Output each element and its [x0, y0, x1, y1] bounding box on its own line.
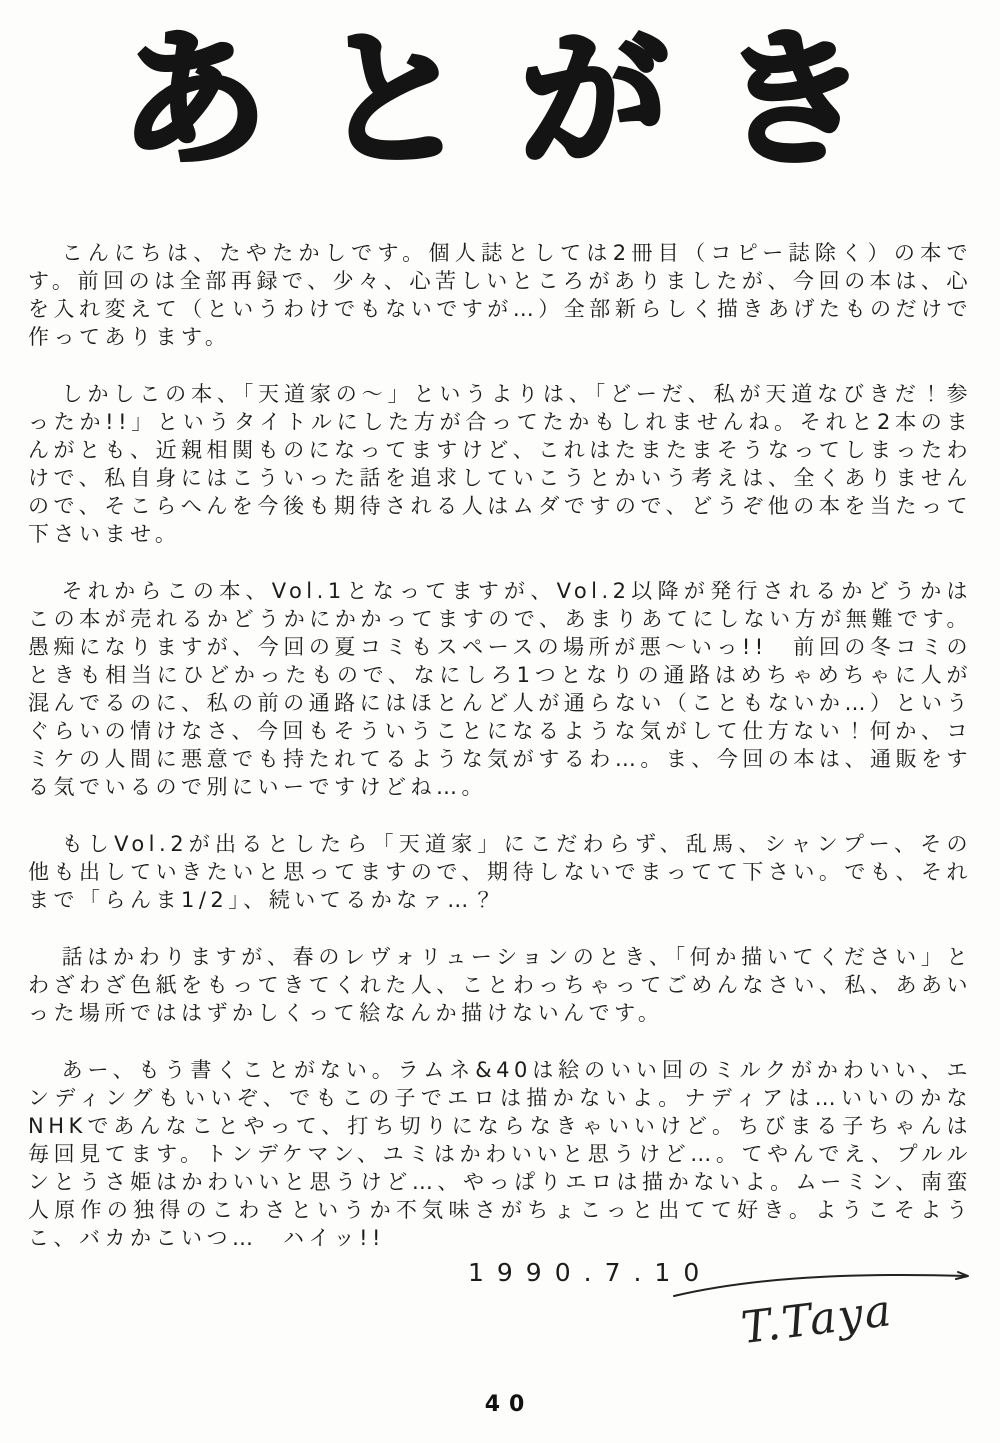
afterword-paragraph-1: こんにちは、たやたかしです。個人誌としては2冊目（コピー誌除く）の本です。前回のは全部再録で、少々、心苦しいところがありましたが、今回の本は、心を入れ変えて（というわけでもないですが…）全部新らしく描きあげたものだけで作ってあります。 [28, 241, 972, 349]
author-signature [672, 1266, 992, 1355]
date-text: 1990.7.10 [468, 1258, 713, 1287]
page-number: 40 [484, 1392, 534, 1417]
afterword-paragraph-2: しかしこの本、「天道家の〜」というよりは、「どーだ、私が天道なびきだ！参ったか!!」というタイトルにした方が合ってたかもしれませんね。それと2本のまんがとも、近親相関ものになってますけど、これはたまたまそうなってしまったわけで、私自身にはこういった話を追求していこうとかいう考えは、全くありませんので、そこらへんを今後も期待される人はムダですので、どうぞ他の本を当たって下さいませ。 [28, 382, 972, 546]
afterword-body [0, 193, 1000, 1252]
afterword-paragraph-6: あー、もう書くことがない。ラムネ&40は絵のいい回のミルクがかわいい、エンディングもいいぞ、でもこの子でエロは描かないよ。ナディアは…いいのかなNHKであんなことやって、打ち切りにならなきゃいいけど。ちびまる子ちゃんは毎回見てます。トンデケマン、ユミはかわいいと思うけど…。てやんでえ、プルルンとうさ姫はかわいいと思うけど…、やっぱりエロは描かないよ。ムーミン、南蛮人原作の独得のこわさというか不気味さがちょこっと出てて好き。ようこそようこ、バカかこいつ… ハイッ!! [28, 1058, 972, 1250]
signature-text: T.Taya [738, 1284, 896, 1355]
afterword-paragraph-3: それからこの本、Vol.1となってますが、Vol.2以降が発行されるかどうかはこの本が売れるかどうかにかかってますので、あまりあてにしない方が無難です。愚痴になりますが、今回の夏コミもスペースの場所が悪〜いっ!! 前回の冬コミのときも相当にひどかったもので、なにしろ1つとなりの通路はめちゃめちゃに人が混んでるのに、私の前の通路にはほとんど人が通らない（こともないか…）というぐらいの情けなさ、今回もそういうことになるような気がして仕方ない！何か、コミケの人間に悪意でも持たれてるような気がするわ…。ま、今回の本は、通販をする気でいるので別にいーですけどね…。 [28, 579, 972, 799]
page-title: あとがき [120, 14, 920, 186]
afterword-paragraph-4: もしVol.2が出るとしたら「天道家」にこだわらず、乱馬、シャンプー、その他も出していきたいと思ってますので、期待しないでまってて下さい。でも、それまで「らんま1/2」、続いてるかなァ…？ [28, 832, 972, 912]
afterword-paragraph-5: 話はかわりますが、春のレヴォリューションのとき、「何か描いてください」とわざわざ色紙をもってきてくれた人、ことわっちゃってごめんなさい、私、ああいった場所でははずかしくって絵なんか描けないんです。 [28, 945, 972, 1025]
